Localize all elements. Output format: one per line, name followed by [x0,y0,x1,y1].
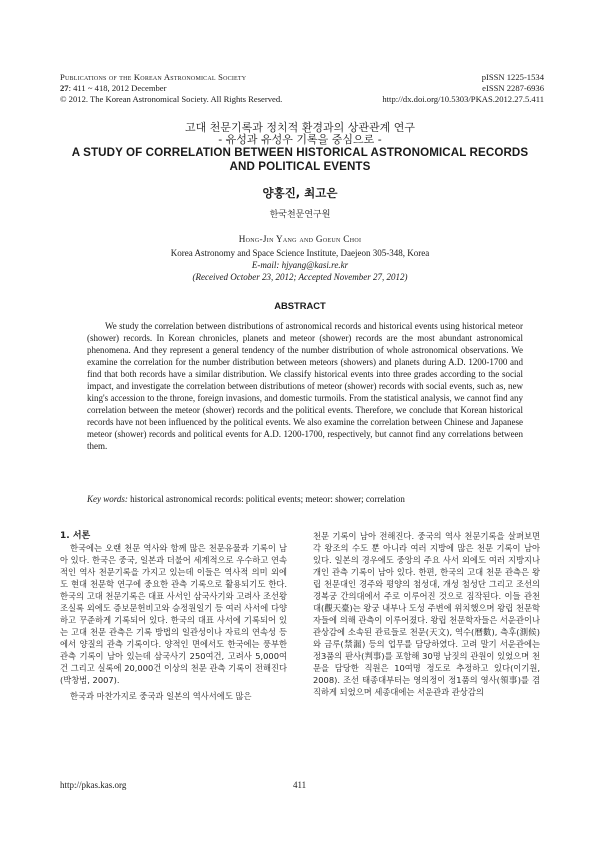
english-affiliation: Korea Astronomy and Space Science Institute, Daejeon 305-348, Korea [170,248,430,258]
keywords-label: Key words: [87,494,128,504]
korean-title-line1: 고대 천문기록과 정치적 환경과의 상관관계 연구 [184,121,415,134]
journal-header [60,72,544,105]
volume-number: 27 [60,83,69,93]
volume-info [60,83,166,94]
pissn: pISSN 1225-1534 [481,72,544,82]
english-authors: Hong-Jin Yang and Goeun Choi [238,234,362,244]
body-right-column [313,530,540,698]
abstract-heading: ABSTRACT [274,300,326,311]
abstract-text: We study the correlation between distributions of astronomical records and historical events using historical meteor (shower) records. In Korean chronicles, planets and meteor (shower) records are the most abundant astronomical phenomena. And they represent a general tendency of the number distribution of whole astronomical observations. We examine the correlation for the number distribution between meteors (showers) and planets during A.D. 1200-1700 and find that both records have a similar distribution. We classify historical events into three grades according to the social impact, and investigate the correlation between distributions of meteor (shower) records with social events, such as, new king's accession to the throne, foreign invasions, and domestic turmoils. From the statistical analysis, we cannot find any correlation between the meteor (shower) records and the political events. Therefore, we conclude that Korean historical records have not been influenced by the political events. We also examine the correlation between Chinese and Japanese meteor (shower) records and political events for A.D. 1200-1700, respectively, but cannot find any correlations between them. [87,321,523,451]
keywords-text: historical astronomical records: political events; meteor: shower; correlation [130,494,405,504]
keywords [87,493,523,505]
body-left-column [60,530,287,702]
journal-name: Publications of the Korean Astronomical Society [60,72,247,82]
pages-date: : 411 ~ 418, 2012 December [68,83,167,93]
received-dates: (Received October 23, 2012; Accepted November 27, 2012) [192,272,408,282]
eissn: eISSN 2287-6936 [482,83,544,93]
doi-link[interactable]: http://dx.doi.org/10.5303/PKAS.2012.27.5.411 [382,94,544,104]
left-paragraph-1: 한국에는 오랜 천문 역사와 함께 많은 천문유물과 기록이 남아 있다. 한국은 중국, 일본과 더불어 세계적으로 우수하고 연속적인 역사 천문기록을 가지고 있는데 이들은 역사적 의미 외에도 현대 천문학 연구에 중요한 관측 기록으로 활용되기도 한다. 한국의 고대 천문기록은 대표 사서인 삼국사기와 고려사 조선왕조실록 외에도 증보문헌비고와 승정원일기 등 여러 사서에 다양하고 꾸준하게 기록되어 있다. 한국의 대표 사서에 기록되어 있는 고대 천문 관측은 기록 방법의 일관성이나 자료의 연속성 등에서 양질의 관측 기록이다. 양적인 면에서도 한국에는 풍부한 관측 기록이 남아 있는데 삼국사기 250여건, 고려사 5,000여건 그리고 실록에 20,000건 이상의 천문 관측 기록이 전해진다(박창범, 2007). [60,543,287,685]
title-block [40,122,560,283]
copyright: © 2012. The Korean Astronomical Society. All Rights Reserved. [60,94,283,104]
footer-url[interactable]: http://pkas.kas.org [60,780,127,790]
korean-authors: 양홍진, 최고은 [262,186,338,200]
page-number: 411 [293,780,307,790]
right-paragraph: 천문 기록이 남아 전해진다. 중국의 역사 천문기록을 살펴보면 각 왕조의 수도 뿐 아니라 여러 지방에 많은 천문 기록이 남아 있다. 일본의 경우에도 중앙의 주요 사서 외에도 여러 지방지나 개인 관측 기록이 남아 있다. 한편, 한국의 고대 천문 관측은 왕립 천문대인 경주와 평양의 첨성대, 개성 첨성단 그리고 조선의 경복궁 간의대에서 주로 이루어진 것으로 짐작된다. 이들 관천대(觀天臺)는 왕궁 내부나 도성 주변에 위치했으며 왕립 천문학자들에 의해 관측이 이루어졌다. 왕립 천문학자들은 서운관이나 관상감에 소속된 관료들로 천문(天文), 역수(曆數), 측후(測候)와 금루(禁漏) 등의 업무를 담당하였다. 고려 말기 서운관에는 정3품의 판사(判事)를 포함해 30명 남짓의 관원이 있었으며 천문을 담당한 직원은 10여명 정도로 추정하고 있다(이기원, 2008). 조선 태종대부터는 영의정이 정1품의 영사(領事)를 겸직하게 되었으며 세종대에는 서운관과 관상감의 [313,531,540,697]
korean-affiliation: 한국천문연구원 [269,210,331,220]
section-title: 1. 서론 [60,531,91,541]
english-title-line2: AND POLITICAL EVENTS [229,159,371,173]
left-paragraph-2: 한국과 마찬가지로 중국과 일본의 역사서에도 많은 [70,691,252,701]
author-email[interactable]: E-mail: hjyang@kasi.re.kr [251,260,349,270]
english-title-line1: A STUDY OF CORRELATION BETWEEN HISTORICAL ASTRONOMICAL RECORDS [71,146,529,159]
korean-title-line2: - 유성과 유성우 기록을 중심으로 - [218,133,382,146]
